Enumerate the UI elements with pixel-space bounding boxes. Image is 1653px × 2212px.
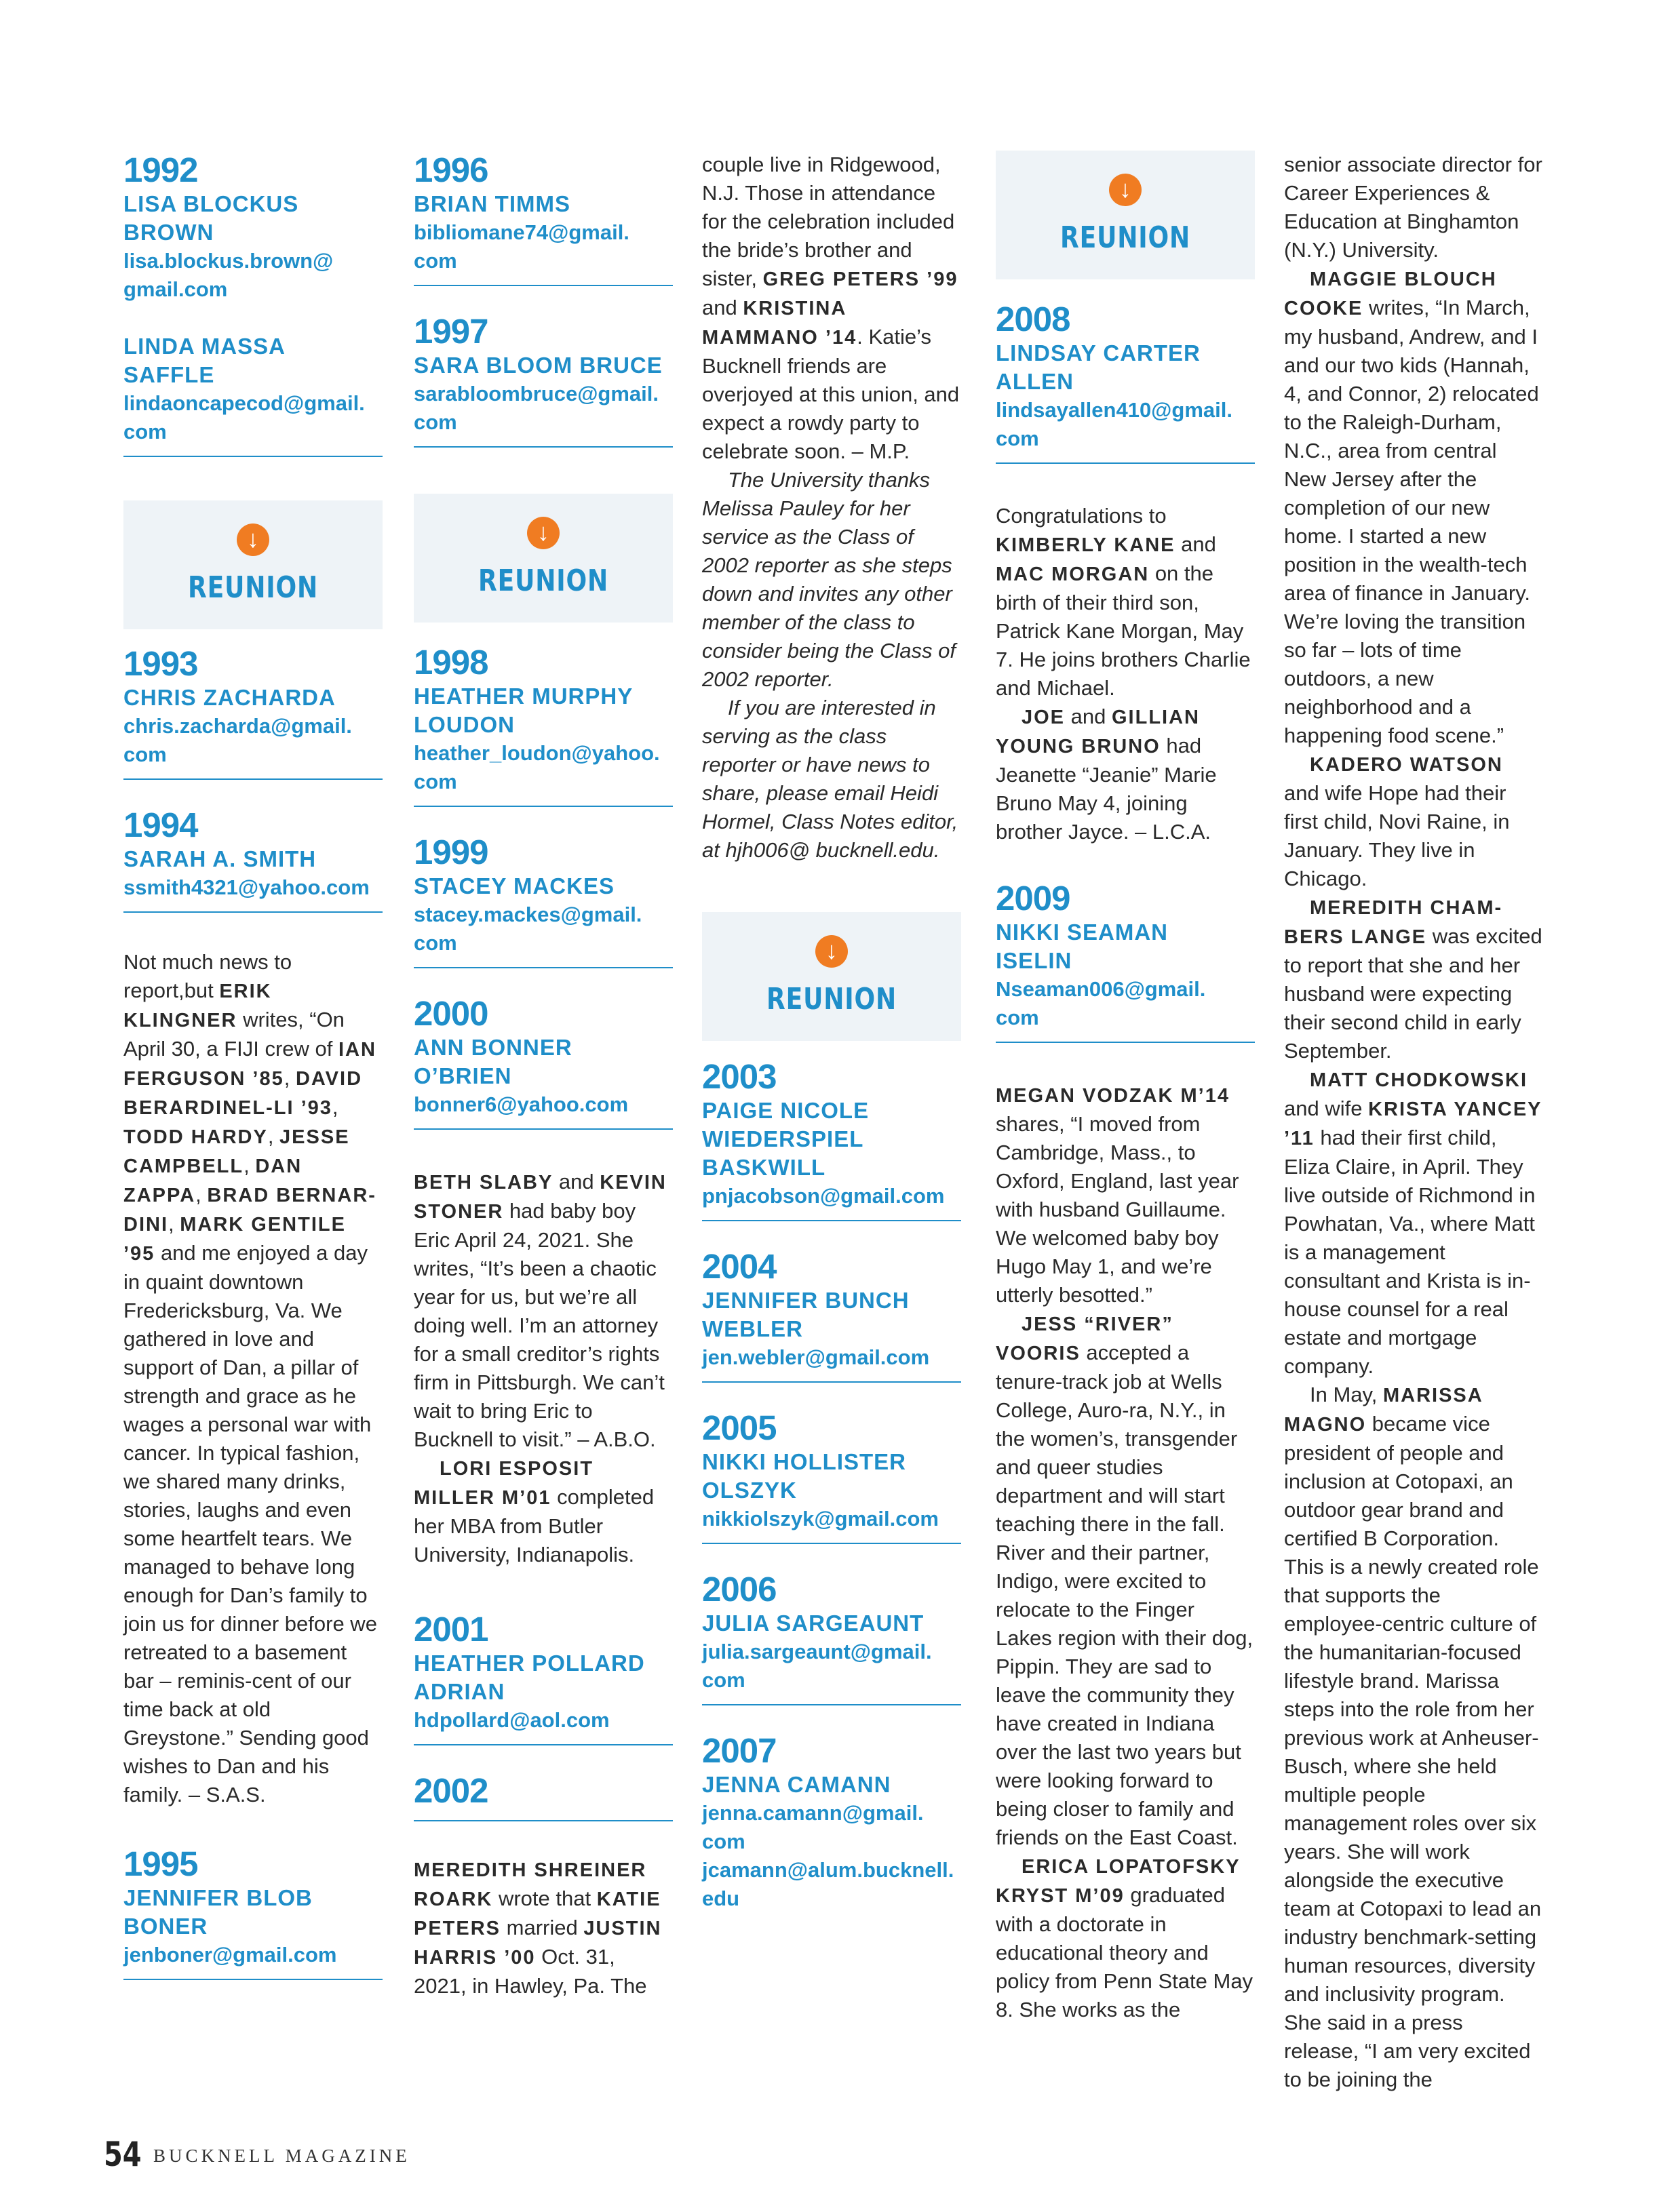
class-year: 1996	[414, 151, 488, 189]
note-text: completed her MBA from Butler University, Indianapolis.	[414, 1485, 655, 1566]
class-year: 1998	[414, 643, 488, 682]
class-year: 2005	[702, 1408, 777, 1447]
column-4	[996, 151, 1255, 2024]
editor-note: The University thanks Melissa Pauley for her service as the Class of 2002 reporter as she steps down and invites any other member of the class to consider being the Class of 2002 reporter.	[702, 468, 956, 691]
alumni-name: MAC MORGAN	[996, 564, 1150, 585]
reporter-email-link[interactable]: sarabloombruce@gmail.	[414, 382, 659, 406]
reporter-email-link[interactable]: lindaoncapecod@gmail.	[123, 391, 365, 415]
class-2006	[702, 1570, 961, 1705]
reporter-email-link[interactable]: com	[414, 410, 457, 434]
class-2003	[702, 1057, 961, 1221]
alumni-name: MAGGIE BLOUCH COOKE	[1284, 269, 1497, 319]
alumni-name: KEVIN STONER	[414, 1172, 667, 1223]
class-note-paragraph	[702, 151, 961, 466]
page-footer	[99, 2135, 410, 2174]
class-note-paragraph	[996, 1081, 1255, 1309]
class-year: 2006	[702, 1570, 777, 1608]
alumni-name: TODD HARDY	[123, 1126, 268, 1148]
note-text: writes, “In March, my husband, Andrew, and I and our two kids (Hannah, 4, and Connor, 2) relocated to the Raleigh-Durham, N.C., area from central New Jersey after the completion of our new home. I started a new position in the wealth-tech area of finance in January. We’re loving the transition so far – lots of time outdoors, a new neighborhood and a happening food scene.”	[1284, 296, 1539, 747]
arrow-down-icon: ↓	[815, 935, 848, 968]
note-text: Congratulations to	[996, 504, 1167, 528]
note-text: had their first child, Eliza Claire, in April. They live outside of Richmond in Powhatan, Va., where Matt is a management consultant and Krista is in-house counsel for a real estate and mortgage company.	[1284, 1126, 1536, 1378]
class-year: 2000	[414, 994, 488, 1033]
class-reporter-name: LOUDON	[414, 712, 515, 737]
reporter-email-link[interactable]: Nseaman006@gmail.	[996, 977, 1206, 1001]
class-reporter-name: JENNA CAMANN	[702, 1772, 891, 1797]
reunion-label: REUNION	[1060, 220, 1190, 255]
class-reporter-name: HEATHER MURPHY	[414, 684, 634, 709]
class-note-paragraph	[1284, 1065, 1543, 1381]
class-note-paragraph	[123, 948, 383, 1809]
class-1994	[123, 806, 383, 913]
reporter-email-link[interactable]: gmail.com	[123, 277, 228, 301]
class-reporter-name: BONER	[123, 1914, 208, 1939]
reporter-email-link[interactable]: lisa.blockus.brown@	[123, 249, 334, 273]
reunion-label: REUNION	[188, 570, 318, 605]
note-text: and wife	[1284, 1097, 1369, 1120]
alumni-name: KRISTA YANCEY ’11	[1284, 1099, 1542, 1149]
class-reporter-name: WIEDERSPIEL	[702, 1126, 864, 1151]
class-year: 1999	[414, 833, 488, 871]
note-text: and	[1175, 532, 1216, 556]
note-text: . Katie’s Bucknell friends are overjoyed at this union, and expect a rowdy party to celebrate soon. – M.P.	[702, 325, 960, 463]
alumni-name: GREG PETERS ’99	[762, 269, 958, 290]
reporter-email-link[interactable]: com	[123, 420, 167, 443]
alumni-name: KATIE PETERS	[414, 1889, 661, 1939]
class-year: 2008	[996, 300, 1070, 338]
note-text: had Jeanette “Jeanie” Marie Bruno May 4, joining brother Jayce. – L.C.A.	[996, 734, 1217, 844]
arrow-down-icon: ↓	[237, 524, 269, 556]
reporter-email-link[interactable]: jenna.camann@gmail.	[702, 1801, 924, 1825]
class-2005	[702, 1408, 961, 1544]
class-note-paragraph	[414, 1168, 673, 1454]
alumni-name: BETH SLABY	[414, 1172, 553, 1193]
note-text: ,	[332, 1095, 338, 1119]
class-year: 1992	[123, 151, 198, 189]
class-reporter-name: STACEY MACKES	[414, 873, 615, 898]
class-note-paragraph	[996, 1852, 1255, 2024]
class-reporter-name: SARAH A. SMITH	[123, 846, 317, 871]
reporter-email-link[interactable]: hdpollard@aol.com	[414, 1708, 610, 1732]
class-1993	[123, 644, 383, 780]
note-text: wrote that	[492, 1887, 597, 1910]
note-text: ,	[244, 1153, 256, 1177]
class-note-paragraph	[1284, 750, 1543, 893]
note-text: accepted a tenure-track job at Wells College, Auro-ra, N.Y., in the women’s, transgender and queer studies department and will start teaching there in the fall. River and their partner, Indigo, were excited to relocate to the Finger Lakes region with their dog, Pippin. They are sad to leave the community they have created in Indiana over the last two years but were looking forward to being closer to family and friends on the East Coast.	[996, 1341, 1253, 1849]
arrow-down-icon: ↓	[527, 517, 560, 549]
class-reporter-name: ISELIN	[996, 948, 1072, 973]
reporter-email-link[interactable]: julia.sargeaunt@gmail.	[702, 1640, 932, 1663]
note-text: Oct. 31, 2021, in Hawley, Pa. The	[414, 1945, 647, 1998]
class-note-paragraph	[414, 1855, 673, 2000]
class-year: 2007	[702, 1731, 777, 1770]
alumni-name: JOE	[1022, 707, 1066, 728]
note-text: and	[1065, 705, 1112, 728]
class-year: 2003	[702, 1057, 777, 1096]
class-reporter-name: WEBLER	[702, 1316, 803, 1341]
class-note-paragraph	[1284, 893, 1543, 1065]
alumni-name: DAVID BERARDINEL-LI ’93	[123, 1068, 363, 1119]
reporter-email-link[interactable]: com	[996, 427, 1039, 450]
class-2000	[414, 994, 673, 1130]
alumni-name: DAN ZAPPA	[123, 1156, 303, 1206]
class-reporter-name: LISA BLOCKUS	[123, 191, 299, 216]
class-reporter-name: ADRIAN	[414, 1679, 505, 1704]
alumni-name: MARISSA MAGNO	[1284, 1385, 1483, 1436]
reporter-email-link[interactable]: stacey.mackes@gmail.	[414, 903, 642, 926]
reunion-banner	[123, 500, 383, 629]
editor-note: If you are interested in serving as the class reporter or have news to share, please email Heidi Hormel, Class Notes editor, at hjh006@ bucknell.edu.	[702, 696, 958, 862]
reporter-email-link[interactable]: com	[123, 743, 167, 766]
class-reporter-name: LINDSAY CARTER	[996, 340, 1201, 366]
alumni-name: MATT CHODKOWSKI	[1310, 1069, 1528, 1091]
alumni-name: JESSE CAMPBELL	[123, 1126, 350, 1177]
reporter-email-link[interactable]: jcamann@alum.bucknell.	[702, 1858, 954, 1882]
note-text: but	[184, 979, 220, 1002]
class-1998	[414, 643, 673, 807]
reporter-email-link[interactable]: com	[414, 249, 457, 273]
class-year: 1994	[123, 806, 198, 844]
alumni-name: MEREDITH SHREINER ROARK	[414, 1859, 647, 1910]
class-reporter-name: CHRIS ZACHARDA	[123, 685, 336, 710]
note-text: senior associate director for Career Experiences & Education at Binghamton (N.Y.) University.	[1284, 153, 1542, 262]
class-note-paragraph	[1284, 264, 1543, 750]
class-2008	[996, 300, 1255, 464]
column-3	[702, 151, 961, 1913]
alumni-name: MARK GENTILE ’95	[123, 1214, 346, 1265]
class-reporter-name: SARA BLOOM BRUCE	[414, 353, 663, 378]
alumni-name: ERIK KLINGNER	[123, 981, 272, 1031]
reporter-email-link[interactable]: heather_loudon@yahoo.	[414, 741, 660, 765]
class-year: 1993	[123, 644, 198, 683]
alumni-name: MEREDITH CHAM-BERS LANGE	[1284, 897, 1503, 948]
reporter-email-link[interactable]: edu	[702, 1887, 740, 1910]
note-text: became vice president of people and inclusion at Cotopaxi, an outdoor gear brand and certified B Corporation. This is a newly created role that supports the employee-centric culture of the humanitarian-focused lifestyle brand. Marissa steps into the role from her previous work at Anheuser-Busch, where she held multiple people management roles over six years. She will work alongside the executive team at Cotopaxi to lead an industry benchmark-setting human resources, diversity and inclusivity program. She said in a press release, “I am very excited to be joining the	[1284, 1412, 1542, 2091]
class-2004	[702, 1247, 961, 1383]
reunion-label: REUNION	[478, 564, 608, 598]
reporter-email-link[interactable]: nikkiolszyk@gmail.com	[702, 1507, 939, 1530]
note-text: Not much news to report,	[123, 950, 292, 1002]
reporter-email-link[interactable]: com	[996, 1006, 1039, 1029]
alumni-name: KIMBERLY KANE	[996, 534, 1175, 556]
column-5	[1284, 151, 1543, 2094]
class-note-paragraph	[996, 1309, 1255, 1852]
reporter-email-link[interactable]: jenboner@gmail.com	[123, 1943, 337, 1967]
alumni-name: GILLIAN YOUNG BRUNO	[996, 707, 1200, 757]
reporter-email-link[interactable]: com	[414, 770, 457, 793]
reporter-email-link[interactable]: bonner6@yahoo.com	[414, 1092, 629, 1116]
note-text: couple live in Ridgewood, N.J. Those in attendance for the celebration included the bride’s brother and sister,	[702, 153, 955, 290]
note-text: shares, “I moved from Cambridge, Mass., to Oxford, England, last year with husband Guillaume. We welcomed baby boy Hugo May 1, and we’re utterly besotted.”	[996, 1112, 1239, 1307]
column-2	[414, 151, 673, 2000]
note-text: and	[553, 1170, 600, 1193]
class-2009	[996, 879, 1255, 1043]
note-text: ,	[284, 1066, 296, 1090]
alumni-name: BRAD BERNAR-DINI	[123, 1185, 376, 1236]
class-year: 1995	[123, 1844, 198, 1883]
alumni-name: IAN FERGUSON ’85	[123, 1039, 376, 1090]
reunion-label: REUNION	[766, 982, 897, 1016]
column-1	[123, 151, 383, 1980]
class-1995	[123, 1844, 383, 1980]
alumni-name: LORI ESPOSIT MILLER M’01	[414, 1458, 594, 1509]
class-note-paragraph	[1284, 151, 1543, 264]
note-text: graduated with a doctorate in educational theory and policy from Penn State May 8. She works as the	[996, 1883, 1253, 2021]
class-reporter-name: ANN BONNER	[414, 1035, 572, 1060]
note-text: In May,	[1310, 1383, 1383, 1406]
class-reporter-name: OLSZYK	[702, 1478, 797, 1503]
class-reporter-name: NIKKI SEAMAN	[996, 920, 1169, 945]
class-2002	[414, 1771, 673, 1821]
alumni-name: MEGAN VODZAK M’14	[996, 1085, 1230, 1107]
note-text: married	[501, 1916, 584, 1939]
reunion-banner	[996, 151, 1255, 279]
note-text: ,	[195, 1183, 208, 1206]
note-text: ,	[267, 1124, 280, 1148]
class-note-paragraph	[996, 502, 1255, 703]
note-text: writes, “On April 30, a FIJI crew of	[123, 1008, 345, 1061]
class-1997	[414, 312, 673, 448]
reporter-email-link[interactable]: jen.webler@gmail.com	[702, 1345, 930, 1369]
class-reporter-name: BRIAN TIMMS	[414, 191, 570, 216]
reporter-email-link[interactable]: pnjacobson@gmail.com	[702, 1184, 945, 1208]
alumni-name: KRISTINA MAMMANO ’14	[702, 298, 857, 349]
class-year: 2001	[414, 1610, 488, 1648]
class-1992	[123, 151, 383, 457]
class-1999	[414, 833, 673, 968]
note-text: ,	[168, 1212, 180, 1236]
alumni-name: KADERO WATSON	[1310, 754, 1503, 776]
reporter-email-link[interactable]: com	[702, 1668, 745, 1692]
magazine-name: BUCKNELL MAGAZINE	[153, 2146, 410, 2166]
class-year: 2009	[996, 879, 1070, 917]
reporter-email-link[interactable]: ssmith4321@yahoo.com	[123, 875, 370, 899]
note-text: and wife Hope had their first child, Novi Raine, in January. They live in Chicago.	[1284, 781, 1510, 890]
note-text: and me enjoyed a day in quaint downtown Fredericksburg, Va. We gathered in love and support of Dan, a pillar of strength and grace as he wages a personal war with cancer. In typical fashion, we shared many drinks, stories, laughs and even some heartfelt tears. We managed to behave long enough for Dan’s family to join us for dinner before we retreated to a basement bar – reminis-cent of our time back at old Greystone.” Sending good wishes to Dan and his family. – S.A.S.	[123, 1241, 377, 1806]
class-reporter-name: JENNIFER BUNCH	[702, 1288, 910, 1313]
arrow-down-icon: ↓	[1109, 174, 1142, 206]
class-year: 1997	[414, 312, 488, 351]
class-year: 2004	[702, 1247, 777, 1286]
alumni-name: JESS “RIVER” VOORIS	[996, 1314, 1173, 1364]
class-note-paragraph	[1284, 1381, 1543, 2094]
class-2001	[414, 1610, 673, 1745]
note-text: was excited to report that she and her husband were expecting their second child in early September.	[1284, 924, 1542, 1063]
reporter-email-link[interactable]: chris.zacharda@gmail.	[123, 714, 352, 738]
note-text: on the birth of their third son, Patrick Kane Morgan, May 7. He joins brothers Charlie and Michael.	[996, 561, 1251, 700]
reporter-email-link[interactable]: com	[702, 1830, 745, 1853]
page-number: 54	[103, 2135, 142, 2174]
note-text: had baby boy Eric April 24, 2021. She writes, “It’s been a chaotic year for us, but we’re all doing well. I’m an attorney for a small creditor’s rights firm in Pittsburgh. We can’t wait to bring Eric to Bucknell to visit.” – A.B.O.	[414, 1199, 665, 1451]
class-reporter-name: JULIA SARGEAUNT	[702, 1611, 925, 1636]
reporter-email-link[interactable]: bibliomane74@gmail.	[414, 220, 629, 244]
alumni-name: ERICA LOPATOFSKY KRYST M’09	[996, 1856, 1241, 1907]
class-2007	[702, 1731, 961, 1913]
class-reporter-name: JENNIFER BLOB	[123, 1885, 313, 1910]
class-reporter-name: ALLEN	[996, 369, 1074, 394]
class-note-paragraph	[996, 703, 1255, 846]
reporter-email-link[interactable]: lindsayallen410@gmail.	[996, 398, 1232, 422]
reporter-email-link[interactable]: com	[414, 931, 457, 955]
class-note-paragraph	[414, 1454, 673, 1569]
class-year: 2002	[414, 1771, 488, 1810]
class-reporter-name: BROWN	[123, 220, 214, 245]
alumni-name: JUSTIN HARRIS ’00	[414, 1918, 662, 1969]
class-reporter-name: O’BRIEN	[414, 1063, 512, 1088]
class-reporter-name: BASKWILL	[702, 1155, 826, 1180]
class-1996	[414, 151, 673, 286]
class-reporter-name: LINDA MASSA SAFFLE	[123, 334, 285, 387]
class-reporter-name: HEATHER POLLARD	[414, 1651, 645, 1676]
note-text: and	[702, 296, 743, 319]
reunion-banner	[702, 912, 961, 1041]
reunion-banner	[414, 494, 673, 623]
class-reporter-name: NIKKI HOLLISTER	[702, 1449, 906, 1474]
class-reporter-name: PAIGE NICOLE	[702, 1098, 870, 1123]
